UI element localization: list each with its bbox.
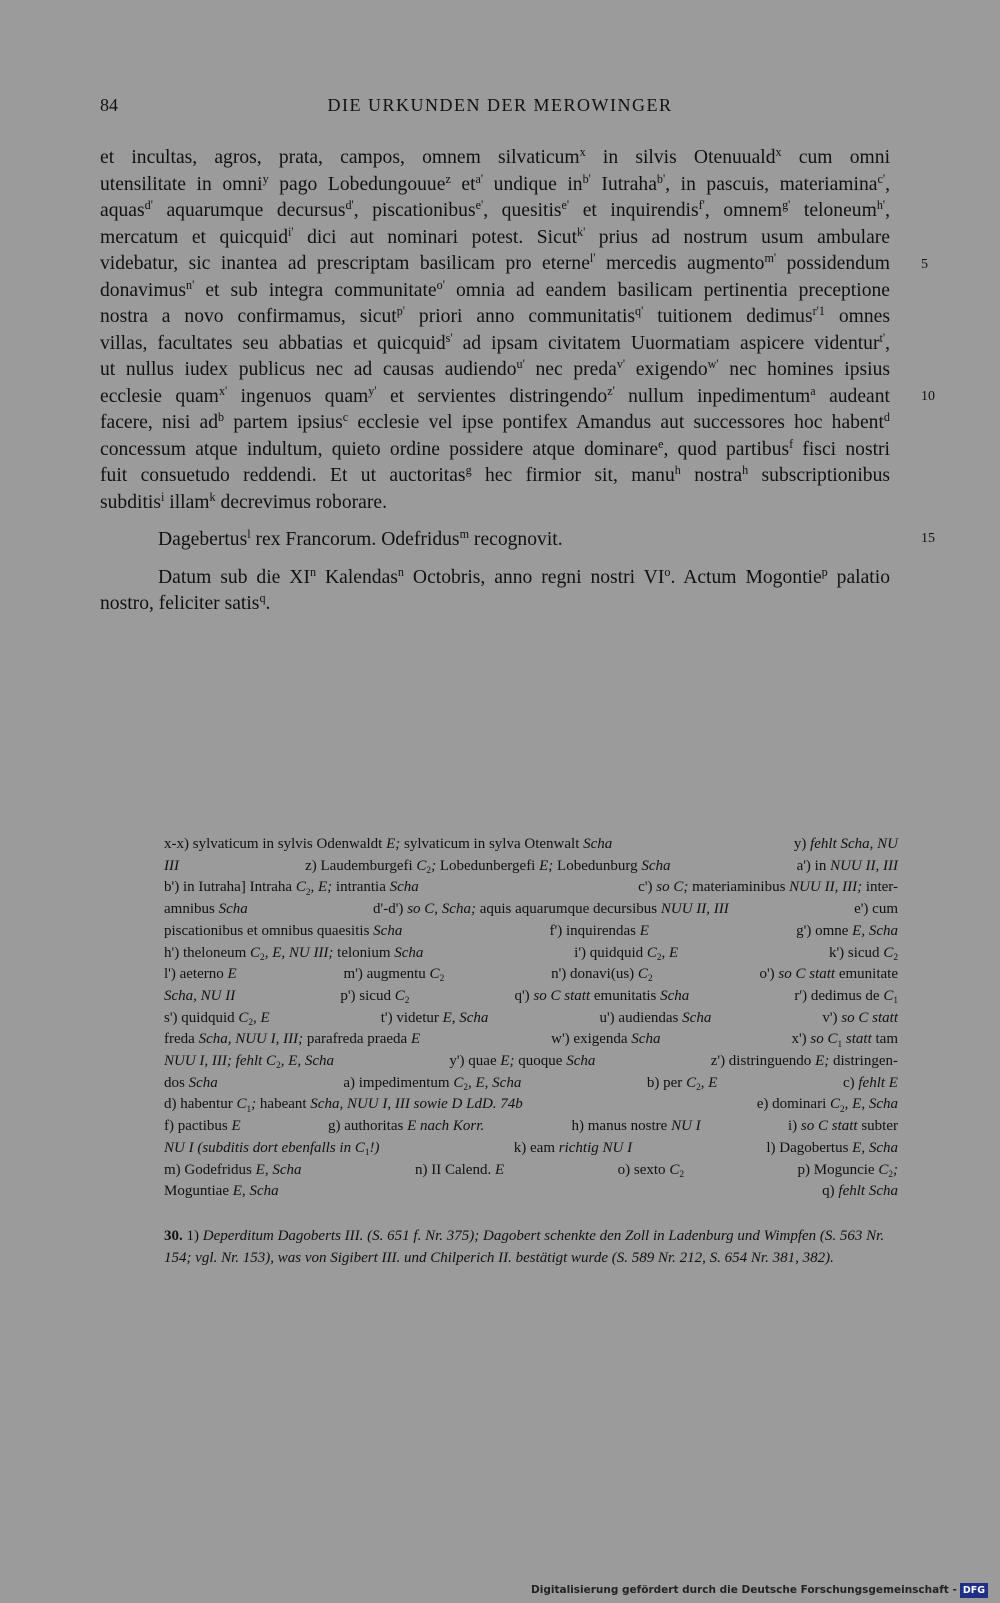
text-line: utensilitate in omni$^y$ pago Lobedungouue$^z$ $et^{a'}$ undique $in^{b'}$ Iutraha$^{b'}$, in pascuis, materiamina$^{c'}$, [100,171,890,195]
apparatus-entry: v') so C statt [822,1009,898,1026]
apparatus-entry: d) habentur $C_1$; habeant Scha, NUU I, III sowie D LdD. 74b [164,1096,523,1115]
text-line: aquas$^{d'}$ aquarumque decursus$^{d'}$, piscationibus$^{e'}$, quesitis$^{e'}$ et inquirendis$^{f'}$, omnem$^{g'}$ teloneum$^{h'}$, [100,198,891,221]
text-line: nostra a novo confirmamus, sicut$^{p'}$ priori anno communitatis$^{q'}$ tuitionem dedimus$^{r'1}$ omnes [100,304,890,327]
apparatus-line [164,1051,898,1073]
apparatus-entry: r') dedimus de $C_1$ [794,987,898,1007]
running-header [100,95,900,119]
apparatus-entry: g') omne E, Scha [796,922,898,939]
apparatus-entry: NU I (subditis dort ebenfalls in $C_1$!) [164,1139,380,1159]
apparatus-entry: g) authoritas E nach Korr. [327,1118,485,1135]
text-line: ut nullus iudex publicus nec ad causas audiendo$^{u'}$ nec preda$^{v'}$ exigendo$^{w'}$ nec homines ipsius [100,357,890,380]
apparatus-line [164,877,898,899]
apparatus-line [164,1138,898,1160]
footer [531,1581,988,1599]
line-number: 5 [921,257,928,272]
apparatus-entry: amnibus Scha [164,901,248,918]
text-line: subditis$^i$ illam$^k$ decrevimus roborare. [100,489,387,513]
footer-text: Digitalisierung gefördert durch die Deutsche Forschungsgemeinschaft - [531,1584,957,1596]
apparatus-line [164,1094,898,1116]
apparatus-line [164,921,898,943]
line-number: 15 [921,531,935,546]
apparatus-entry: l') aeterno E [164,966,237,983]
signature-line: Dagebertus$^l$ rex Francorum. Odefridus$^m$ recognovit. [158,527,563,550]
text-line: facere, nisi $ad^b$ partem ipsius$^c$ ecclesie vel ipse pontifex Amandus aut successores hoc habent$^d$ [100,410,890,433]
apparatus-entry: b') in Iutraha] Intraha $C_2$, E; intrantia Scha [164,879,419,898]
apparatus-entry: b) per $C_2$, E [646,1074,718,1093]
text-line: fuit consuetudo reddendi. Et ut auctoritas$^g$ hec firmior sit, manu$^h$ nostra$^h$ subscriptionibus [100,463,890,486]
apparatus-entry: c) fehlt E [842,1074,898,1091]
note-text: 1) Deperditum Dagoberts III. (S. 651 f. Nr. 375); Dagobert schenkte den Zoll in Ladenburg und Wimpfen (S. 563 Nr. 154; vgl. Nr. 153), was von Sigibert III. und Chilperich II. bestätigt wurde (S. 589 Nr. 212, S. 654 Nr. 381, 382). [164,1228,885,1266]
text-line: mercatum et quicquid$^{i'}$ dici aut nominari potest. Sicut$^{k'}$ prius ad nostrum usum ambulare [100,224,890,248]
apparatus-entry: z) Laudemburgefi $C_2$; Lobedunbergefi E; Lobedunburg Scha [305,857,671,876]
apparatus-entry: m) Godefridus E, Scha [164,1161,302,1178]
apparatus-entry: p) Moguncie $C_2$; [797,1161,898,1180]
apparatus-line [164,856,898,878]
charter-text [100,145,890,618]
dfg-logo: DFG [960,1583,988,1598]
apparatus-entry: dos Scha [164,1074,218,1091]
apparatus-entry: e') cum [854,901,898,918]
apparatus-entry: y) fehlt Scha, NU [793,836,898,852]
apparatus-entry: q) fehlt Scha [822,1183,898,1200]
running-title: DIE URKUNDEN DER MEROWINGER [327,95,673,115]
apparatus-entry: o') so C statt emunitate [759,966,898,983]
apparatus-line [164,899,898,921]
apparatus-entry: c') so C; materiaminibus NUU II, III; inter- [638,879,898,896]
apparatus-entry: u') audiendas Scha [599,1009,712,1026]
apparatus-entry: o) sexto $C_2$ [617,1161,684,1180]
apparatus-line [164,834,898,856]
apparatus-entry: s') quidquid $C_2$, E [164,1009,270,1028]
apparatus-entry: a) impedimentum $C_2$, E, Scha [343,1074,522,1093]
apparatus-entry: NUU I, III; fehlt $C_2$, E, Scha [164,1053,335,1072]
apparatus-entry: III [164,857,179,874]
apparatus-entry: a') in NUU II, III [796,857,898,874]
apparatus-entry: x') so $C_1$ statt tam [791,1031,898,1050]
text-line: donavimus$^{n'}$ et sub integra communitate$^{o'}$ omnia ad eandem basilicam pertinentia preceptione [100,277,890,301]
apparatus-entry: freda Scha, NUU I, III; parafreda praeda E [164,1031,421,1048]
text-line: ecclesie quam$^{x'}$ ingenuos quam$^{y'}$ et servientes distringendo$^{z'}$ nullum inpedimentum$^a$ audeant [100,383,890,407]
apparatus-line [164,986,898,1008]
apparatus-line [164,943,898,965]
apparatus-entry: k) eam richtig NU I [513,1139,633,1156]
note-30 [164,1226,898,1269]
apparatus-entry: f) pactibus E [164,1118,241,1135]
text-line: concessum atque indultum, quieto ordine possidere atque dominare$^e$, quod partibus$^f$ fisci nostri [100,436,890,460]
apparatus-line [164,1008,898,1030]
apparatus-line [164,1029,898,1051]
apparatus-entry: y') quae E; quoque Scha [449,1053,596,1070]
apparatus-entry: n) II Calend. E [414,1161,505,1178]
critical-apparatus [164,834,898,1203]
apparatus-entry: d'-d') so C, Scha; aquis aquarumque decursibus NUU II, III [373,901,729,918]
apparatus-entry: p') sicud $C_2$ [340,987,410,1007]
page-number: 84 [100,95,118,115]
apparatus-entry: q') so C statt emunitatis Scha [514,987,690,1004]
apparatus-entry: x-x) sylvaticum in sylvis Odenwaldt E; sylvaticum in sylva Otenwalt Scha [164,836,613,852]
apparatus-entry: f') inquirendas E [549,922,649,939]
apparatus-line [164,1160,898,1182]
apparatus-entry: piscationibus et omnibus quaesitis Scha [164,922,403,939]
note-number: 30. [164,1228,183,1244]
apparatus-line [164,1073,898,1095]
apparatus-entry: n') donavi(us) $C_2$ [551,966,653,985]
text-line: villas, facultates seu abbatias et quicquid$^{s'}$ ad ipsam civitatem Uuormatiam aspicere videntur$^{t'}$, [100,330,890,354]
apparatus-line [164,964,898,986]
apparatus-entry: Moguntiae E, Scha [164,1183,279,1200]
apparatus-entry: e) dominari $C_2$, E, Scha [756,1096,898,1115]
text-line: videbatur, sic inantea ad prescriptam basilicam pro eterne$^{l'}$ mercedis augmento$^{m'}$ possidendum [100,251,890,274]
apparatus-entry: l) Dagobertus E, Scha [766,1139,898,1156]
apparatus-line [164,1116,898,1138]
apparatus-entry: m') augmentu $C_2$ [343,966,445,985]
apparatus-entry: h') theloneum $C_2$, E, NU III; telonium Scha [164,944,424,963]
apparatus-entry: h) manus nostre NU I [571,1118,701,1135]
line-number: 10 [921,389,935,404]
apparatus-entry: w') exigenda Scha [551,1031,661,1048]
apparatus-entry: i) so C statt subter [787,1118,898,1135]
apparatus-entry: k') sicud $C_2$ [828,944,898,963]
text-line: et incultas, agros, prata, campos, omnem silvaticum$^x$ in silvis Otenuuald$^x$ cum omni [100,145,891,168]
dating-line: nostro, feliciter satis$^q$. [100,591,271,614]
apparatus-line [164,1181,898,1203]
apparatus-entry: t') videtur E, Scha [380,1009,489,1026]
apparatus-entry: i') quidquid $C_2$, E [574,944,679,963]
apparatus-entry: z') distringuendo E; distringen- [710,1053,898,1070]
dating-line: Datum sub die $XI^n$ Kalendas$^n$ Octobris, anno regni nostri $VI^o$. Actum Mogontie$^p$ palatio [158,564,890,588]
apparatus-entry: Scha, NU II [164,987,236,1004]
